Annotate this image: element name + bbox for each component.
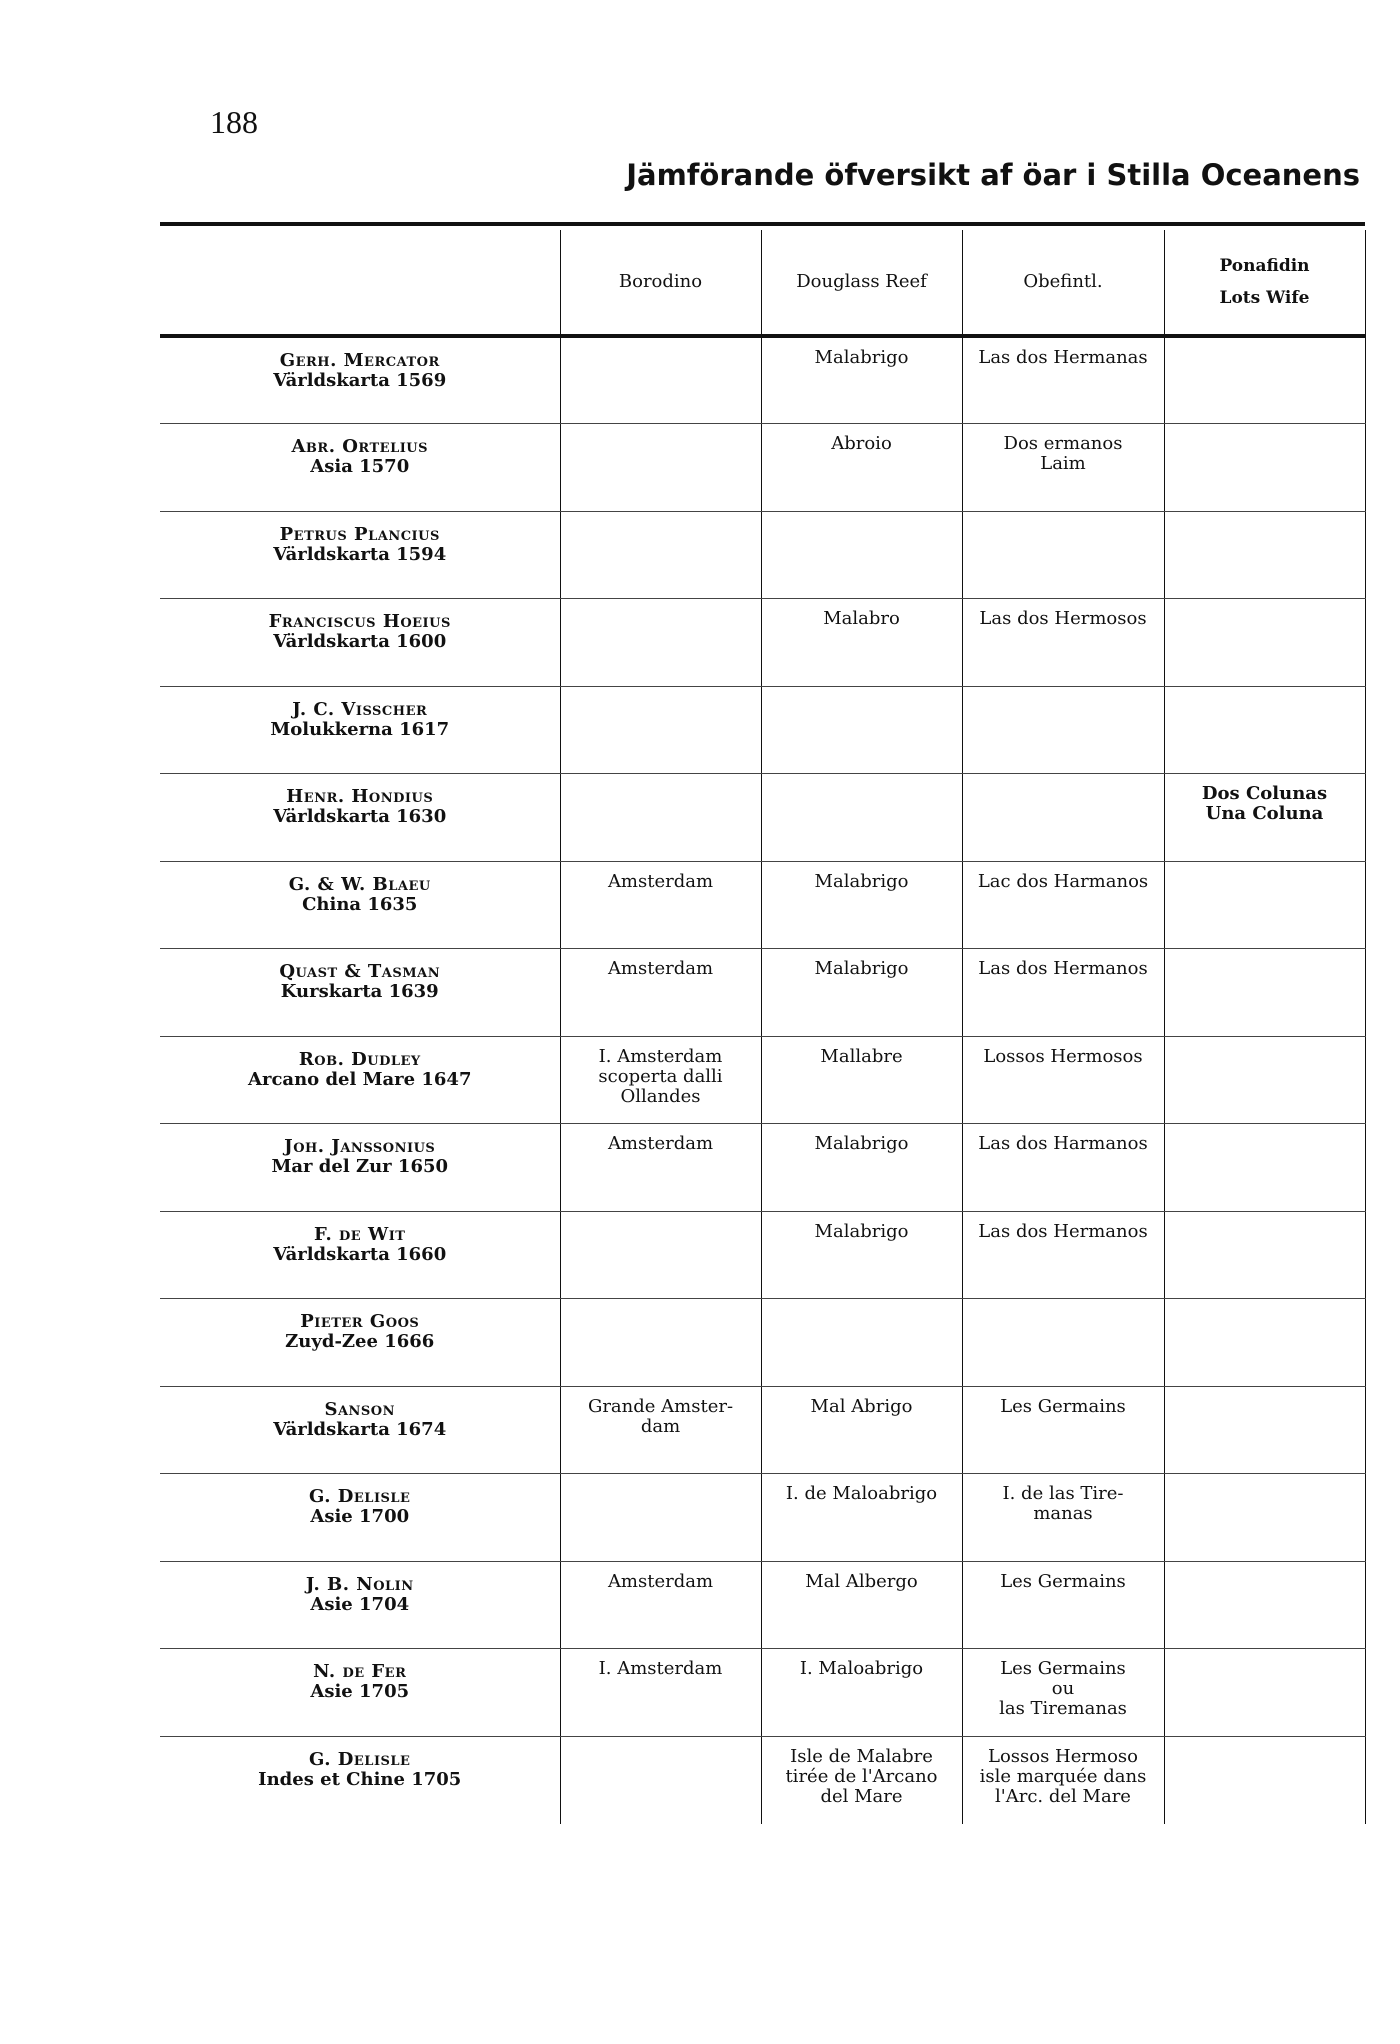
source-author: Quast & Tasman [279, 961, 441, 982]
borodino-cell [560, 336, 761, 424]
douglass-reef-cell: Malabrigo [761, 1211, 962, 1299]
borodino-cell [560, 424, 761, 512]
ponafidin-cell [1164, 1561, 1365, 1649]
source-cell [160, 1124, 560, 1212]
douglass-reef-cell: Mal Abrigo [761, 1386, 962, 1474]
table-row [160, 599, 1365, 687]
source-work: Zuyd-Zee 1666 [285, 1331, 435, 1352]
source-cell [160, 336, 560, 424]
source-cell [160, 511, 560, 599]
ponafidin-cell [1164, 1036, 1365, 1124]
table-row [160, 949, 1365, 1037]
ponafidin-cell [1164, 861, 1365, 949]
header-stub [160, 230, 560, 336]
source-work: Världskarta 1600 [273, 631, 447, 652]
source-author: G. Delisle [309, 1748, 411, 1770]
borodino-cell [560, 1211, 761, 1299]
obefintl-cell: Dos ermanos Laim [962, 424, 1164, 512]
table-row [160, 1736, 1365, 1824]
table-row [160, 1036, 1365, 1124]
source-author: G. & W. Blaeu [288, 873, 431, 895]
table-row [160, 1299, 1365, 1387]
douglass-reef-cell [761, 511, 962, 599]
header-obefintl: Obefintl. [962, 230, 1164, 336]
source-cell [160, 774, 560, 862]
source-work: China 1635 [302, 893, 418, 915]
source-cell [160, 1736, 560, 1824]
borodino-cell: Amsterdam [560, 949, 761, 1037]
source-author: Pieter Goos [300, 1311, 420, 1332]
source-author: G. Delisle [309, 1486, 411, 1507]
ponafidin-cell [1164, 949, 1365, 1037]
source-cell [160, 1036, 560, 1124]
borodino-cell: I. Amsterdam [560, 1649, 761, 1737]
comparison-table [160, 230, 1366, 1824]
source-author: Abr. Ortelius [291, 436, 429, 457]
source-cell [160, 1386, 560, 1474]
douglass-reef-cell: Malabrigo [761, 861, 962, 949]
source-work: Molukkerna 1617 [270, 718, 450, 740]
douglass-reef-cell [761, 774, 962, 862]
table-row [160, 774, 1365, 862]
source-work: Indes et Chine 1705 [258, 1768, 462, 1790]
douglass-reef-cell: Mallabre [761, 1036, 962, 1124]
source-author: Joh. Janssonius [284, 1136, 436, 1157]
table-row [160, 511, 1365, 599]
source-cell [160, 949, 560, 1037]
source-author: Petrus Plancius [279, 523, 440, 545]
obefintl-cell: Les Germains [962, 1561, 1164, 1649]
obefintl-cell: Les Germains [962, 1386, 1164, 1474]
ponafidin-cell: Dos Colunas Una Coluna [1164, 774, 1365, 862]
douglass-reef-cell: Malabrigo [761, 949, 962, 1037]
table-row [160, 1649, 1365, 1737]
source-work: Asie 1704 [310, 1593, 410, 1615]
douglass-reef-cell: Isle de Malabre tirée de l'Arcano del Mare [761, 1736, 962, 1824]
table-row [160, 424, 1365, 512]
ponafidin-cell [1164, 1386, 1365, 1474]
douglass-reef-cell: I. de Maloabrigo [761, 1474, 962, 1562]
ponafidin-cell [1164, 686, 1365, 774]
ponafidin-cell [1164, 1474, 1365, 1562]
obefintl-cell: Las dos Hermanos [962, 949, 1164, 1037]
obefintl-cell [962, 686, 1164, 774]
top-rule [160, 222, 1365, 226]
table-row [160, 1561, 1365, 1649]
obefintl-cell: Las dos Hermosos [962, 599, 1164, 687]
source-cell [160, 1299, 560, 1387]
source-work: Världskarta 1674 [273, 1418, 447, 1440]
ponafidin-cell [1164, 424, 1365, 512]
source-cell [160, 861, 560, 949]
borodino-cell [560, 511, 761, 599]
douglass-reef-cell [761, 1299, 962, 1387]
source-author: J. B. Nolin [305, 1573, 414, 1595]
borodino-cell: Grande Amster- dam [560, 1386, 761, 1474]
source-work: Asie 1700 [310, 1506, 410, 1527]
borodino-cell: Amsterdam [560, 861, 761, 949]
ponafidin-cell [1164, 1211, 1365, 1299]
ponafidin-cell [1164, 1299, 1365, 1387]
borodino-cell [560, 1474, 761, 1562]
table-row [160, 861, 1365, 949]
ponafidin-cell [1164, 1736, 1365, 1824]
source-author: Gerh. Mercator [279, 350, 440, 371]
source-work: Världskarta 1630 [273, 806, 447, 827]
douglass-reef-cell: Malabrigo [761, 336, 962, 424]
douglass-reef-cell: Mal Albergo [761, 1561, 962, 1649]
borodino-cell: I. Amsterdam scoperta dalli Ollandes [560, 1036, 761, 1124]
ponafidin-cell [1164, 599, 1365, 687]
source-cell [160, 1561, 560, 1649]
ponafidin-cell [1164, 1649, 1365, 1737]
source-work: Världskarta 1569 [273, 370, 447, 391]
douglass-reef-cell [761, 686, 962, 774]
obefintl-cell: Lossos Hermoso isle marquée dans l'Arc. del Mare [962, 1736, 1164, 1824]
source-cell [160, 424, 560, 512]
source-work: Kurskarta 1639 [280, 981, 439, 1002]
obefintl-cell: Lac dos Harmanos [962, 861, 1164, 949]
source-work: Asie 1705 [310, 1681, 410, 1702]
source-author: Rob. Dudley [298, 1048, 421, 1070]
source-author: Sanson [324, 1398, 396, 1420]
source-work: Mar del Zur 1650 [271, 1156, 449, 1177]
source-cell [160, 599, 560, 687]
ponafidin-cell [1164, 511, 1365, 599]
source-cell [160, 1649, 560, 1737]
obefintl-cell: Lossos Hermosos [962, 1036, 1164, 1124]
ponafidin-cell [1164, 1124, 1365, 1212]
header-douglass-reef: Douglass Reef [761, 230, 962, 336]
header-row [160, 230, 1365, 336]
obefintl-cell: Las dos Harmanos [962, 1124, 1164, 1212]
table-row [160, 1124, 1365, 1212]
table-body [160, 336, 1365, 1824]
obefintl-cell: Las dos Hermanos [962, 1211, 1164, 1299]
borodino-cell [560, 774, 761, 862]
header-borodino: Borodino [560, 230, 761, 336]
douglass-reef-cell: Malabrigo [761, 1124, 962, 1212]
source-cell [160, 1474, 560, 1562]
table-row [160, 336, 1365, 424]
source-work: Världskarta 1594 [273, 543, 447, 565]
source-work: Asia 1570 [310, 456, 410, 477]
source-work: Arcano del Mare 1647 [248, 1068, 472, 1090]
table-row [160, 1211, 1365, 1299]
obefintl-cell: Las dos Hermanas [962, 336, 1164, 424]
source-cell [160, 686, 560, 774]
source-author: F. de Wit [314, 1223, 406, 1245]
douglass-reef-cell: I. Maloabrigo [761, 1649, 962, 1737]
ponafidin-cell [1164, 336, 1365, 424]
source-author: Franciscus Hoeius [268, 611, 451, 632]
source-work: Världskarta 1660 [273, 1243, 447, 1265]
obefintl-cell: I. de las Tire- manas [962, 1474, 1164, 1562]
douglass-reef-cell: Abroio [761, 424, 962, 512]
borodino-cell: Amsterdam [560, 1124, 761, 1212]
table-row [160, 1474, 1365, 1562]
comparison-table-wrapper [160, 222, 1365, 1824]
table-row [160, 1386, 1365, 1474]
obefintl-cell: Les Germains ou las Tiremanas [962, 1649, 1164, 1737]
table-row [160, 686, 1365, 774]
douglass-reef-cell: Malabro [761, 599, 962, 687]
borodino-cell [560, 1299, 761, 1387]
obefintl-cell [962, 511, 1164, 599]
source-author: J. C. Visscher [292, 698, 428, 720]
obefintl-cell [962, 774, 1164, 862]
borodino-cell [560, 1736, 761, 1824]
borodino-cell: Amsterdam [560, 1561, 761, 1649]
borodino-cell [560, 599, 761, 687]
header-ponafidin: Ponafidin Lots Wife [1164, 230, 1365, 336]
page-number: 188 [210, 104, 258, 140]
obefintl-cell [962, 1299, 1164, 1387]
running-title: Jämförande öfversikt af öar i Stilla Oceanens [626, 158, 1360, 192]
source-author: N. de Fer [313, 1661, 407, 1682]
source-author: Henr. Hondius [286, 786, 434, 807]
borodino-cell [560, 686, 761, 774]
source-cell [160, 1211, 560, 1299]
